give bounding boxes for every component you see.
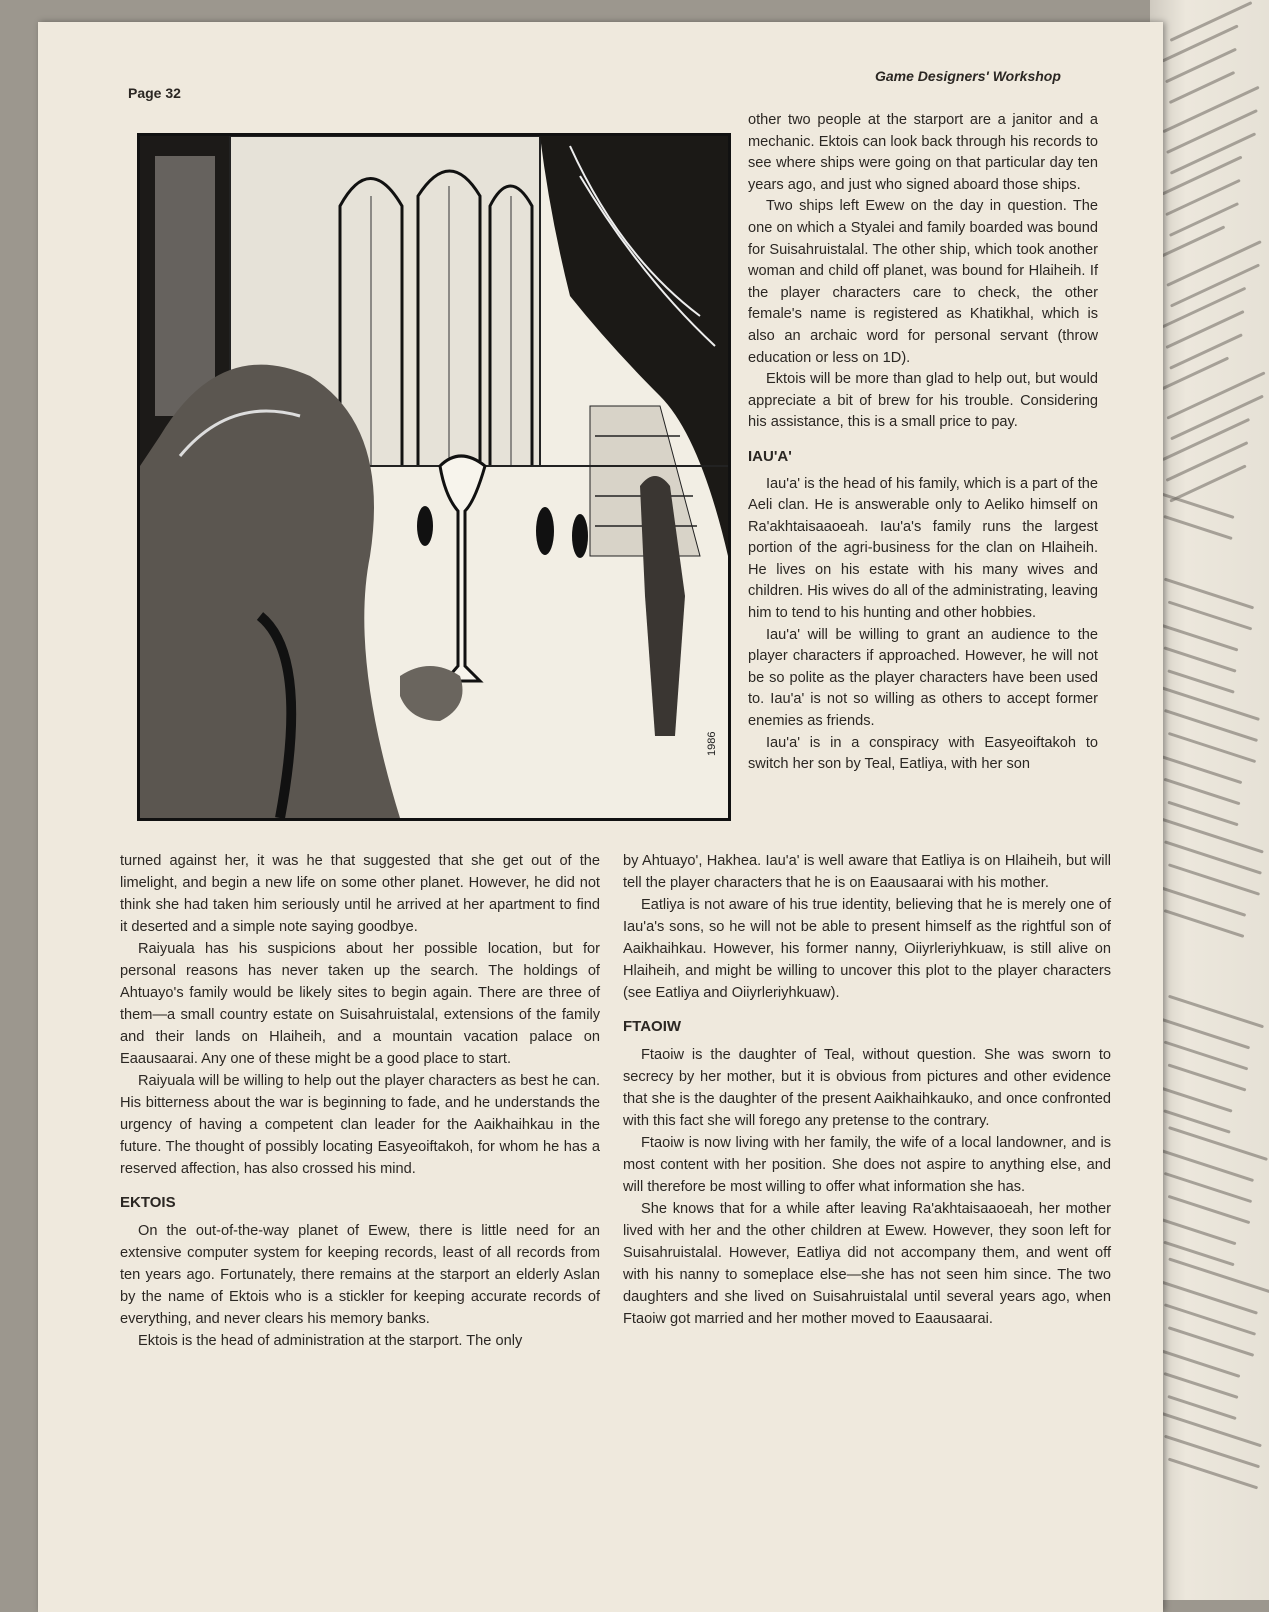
paragraph: Ftaoiw is the daughter of Teal, without question. She was sworn to secrecy by her mother, but it is obvious from pictures and other evidence that she is the daughter of the present Aaikhaihkauko, and once confronted with this fact she will forego any pretense to the contrary. <box>623 1047 1111 1129</box>
paragraph: Raiyuala has his suspicions about her possible location, but for personal reasons has never taken up the search. The holdings of Ahtuayo's family would be likely sites to begin again. There are three of them—a small country estate on Suisahruistalal, extensions of the family and their lands on Hlaiheih, and a mountain vacation palace on Eaausaarai. Any one of these might be a good place to start. <box>120 941 600 1067</box>
paragraph: Raiyuala will be willing to help out the player characters as best he can. His bitterness about the war is beginning to fade, and he understands the urgency of having a competent clan leader for the Aaikhaihkau in the future. The thought of possibly locating Easyeoiftakoh, for whom he has a reserved affection, has also crossed his mind. <box>120 1073 600 1177</box>
section-heading-iaua: IAU'A' <box>748 447 792 465</box>
paragraph: Eatliya is not aware of his true identity, believing that he is merely one of Iau'a's sons, so he will not be able to present himself as the rightful son of Aaikhaihkau. However, his former nanny, Oiiyrleriyhkuaw, is still alive on Hlaiheih, and might be willing to uncover this plot to the player characters (see Eatliya and Oiiyrleriyhkuaw). <box>623 897 1111 1001</box>
paragraph: On the out-of-the-way planet of Ewew, there is little need for an extensive computer system for keeping records, least of all records from ten years ago. Fortunately, there remains at the starport an elderly Aslan by the name of Ektois who is a stickler for keeping accurate records of everything, and never clears his memory banks. <box>120 1223 600 1327</box>
paragraph: Iau'a' is the head of his family, which is a part of the Aeli clan. He is answerable only to Aeliko himself on Ra'akhtaisaaoeah. Iau'a's family runs the largest portion of the agri-business for the clan on Hlaiheih. He lives on his estate with his many wives and children. His wives do all of the administrating, leaving him to tend to his hunting and other hobbies. <box>748 475 1098 622</box>
right-column-top <box>748 110 1098 776</box>
illustration <box>137 133 731 821</box>
section-heading-ftaoiw: FTAOIW <box>623 1018 682 1035</box>
paragraph: turned against her, it was he that suggested that she get out of the limelight, and begin a new life on some other planet. However, he did not think she had taken him seriously until he arrived at her apartment to find it deserted and a simple note saying goodbye. <box>120 853 600 935</box>
paragraph: Ftaoiw is now living with her family, the wife of a local landowner, and is most content with her position. She does not aspire to anything else, and will therefore be most willing to offer what information she has. <box>623 1135 1111 1195</box>
artist-signature: 1986 <box>706 731 718 756</box>
paragraph: She knows that for a while after leaving Ra'akhtaisaaoeah, her mother lived with her and the other children at Ewew. However, they soon left for Suisahruistalal. However, Eatliya did not accompany them, and went off with his nanny to someplace else—she has not seen him since. The two daughters and she lived on Suisahruistalal until several years ago, when Ftaoiw got married and her mother moved to Eaausaarai. <box>623 1201 1111 1327</box>
paragraph: Iau'a' is in a conspiracy with Easyeoiftakoh to switch her son by Teal, Eatliya, with her son <box>748 734 1098 773</box>
illustration-drawing <box>140 136 728 818</box>
section-heading-ektois: EKTOIS <box>120 1194 176 1211</box>
paragraph: by Ahtuayo', Hakhea. Iau'a' is well aware that Eatliya is on Hlaiheih, but will tell the player characters that he is on Eaausaarai with his mother. <box>623 853 1111 891</box>
paragraph: Iau'a' will be willing to grant an audience to the player characters if approached. However, he will not be so polite as the player characters have been used to. Iau'a' is not so willing as others to accept former enemies as friends. <box>748 626 1098 730</box>
paragraph: Two ships left Ewew on the day in question. The one on which a Styalei and family boarded was bound for Suisahruistalal. The other ship, which took another woman and child off planet, was bound for Hlaiheih. If the player characters care to check, the other female's name is registered as Khatikhal, which is also an archaic word for personal servant (throw education or less on 1D). <box>748 198 1098 366</box>
page-number: Page 32 <box>128 85 181 101</box>
paragraph: other two people at the starport are a janitor and a mechanic. Ektois can look back through his records to see where ships were going on that particular day ten years ago, and just who signed aboard those ships. <box>748 112 1098 193</box>
right-column-bottom <box>623 850 1111 1330</box>
paragraph: Ektois will be more than glad to help out, but would appreciate a bit of brew for his trouble. Considering his assistance, this is a small price to pay. <box>748 371 1098 431</box>
paragraph: Ektois is the head of administration at the starport. The only <box>138 1333 523 1349</box>
publisher-header: Game Designers' Workshop <box>875 68 1061 84</box>
left-column-bottom <box>120 850 600 1352</box>
